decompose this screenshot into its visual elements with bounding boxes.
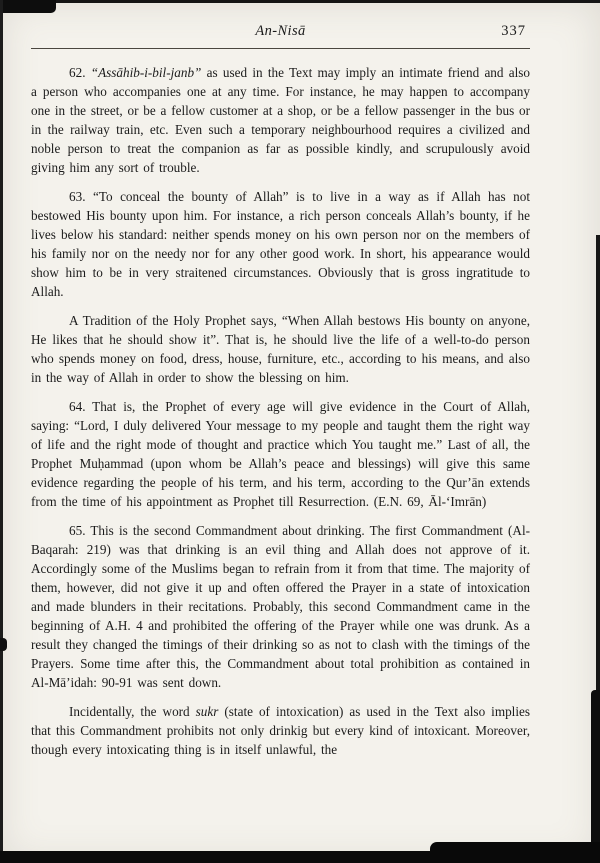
scan-edge-left-tick (0, 638, 7, 651)
page-content (31, 22, 530, 759)
page-header (31, 22, 530, 49)
scan-edge-bottom-right (430, 842, 600, 863)
scan-edge-top (0, 0, 600, 3)
scan-edge-right-lower (591, 690, 600, 863)
paragraph: 65. This is the second Commandment about drinking. The first Commandment (Al-Baqarah: 219) was that drinking is an evil thing and Allah does not approve of it. Accordingly some of the Muslims began to refrain from it from that time. The majority of them, however, did not give it up and often offered the Prayer in a state of intoxication and made blunders in their recitations. Probably, this second Commandment came in the beginning of A.H. 4 and prohibited the offering of the Prayer while one was drunk. As a result they changed the timings of their drinking so as not to clash with the timings of the Prayers. Some time after this, the Commandment about total prohibition as contained in Al-Mā’idah: 90-91 was sent down. (31, 523, 530, 690)
running-header-title: An-Nisā (255, 23, 306, 39)
scan-edge-left (0, 0, 3, 863)
page-number: 337 (501, 23, 526, 39)
paragraph: 62. “Assāhib-i-bil-janb” as used in the Text may imply an intimate friend and also a person who accompanies one at any time. For instance, he may happen to accompany one in the street, or be a fellow customer at a shop, or be a fellow passenger in the bus or in the railway train, etc. Even such a temporary neighbourhood requires a civilized and noble person to treat the companion as far as possible kindly, and scrupulously avoid giving him any sort of trouble. (31, 65, 530, 175)
paragraph: 64. That is, the Prophet of every age will give evidence in the Court of Allah, saying: “Lord, I duly delivered Your message to my people and taught them the right way of life and the right mode of thought and practice which You taught me.” Last of all, the Prophet Muḥammad (upon whom be Allah’s peace and blessings) will give this same evidence regarding the people of his term, and his term, according to the Qur’ān extends from the time of his appointment as Prophet till Resurrection. (E.N. 69, Āl-‘Imrān) (31, 399, 530, 509)
paragraph: 63. “To conceal the bounty of Allah” is to live in a way as if Allah has not bestowed His bounty upon him. For instance, a rich person conceals Allah’s bounty, if he lives below his standard: neither spends money on his own person nor on the members of his family nor on the needy nor for any other good work. In short, his appearance would show him to be in very straitened circumstances. Obviously that is gross ingratitude to Allah. (31, 189, 530, 299)
scan-edge-top-left (0, 0, 56, 13)
paragraph: A Tradition of the Holy Prophet says, “When Allah bestows His bounty on anyone, He likes that he should show it”. That is, he should live the life of a well-to-do person who spends money on food, dress, house, furniture, etc., according to his means, and also in the way of Allah in order to show the blessing on him. (31, 313, 530, 385)
paragraph: Incidentally, the word sukr (state of intoxication) as used in the Text also implies that this Commandment prohibits not only drinkig but every kind of intoxicant. Moreover, though every intoxicating thing is in itself unlawful, the (31, 704, 530, 757)
page-body (31, 63, 530, 759)
